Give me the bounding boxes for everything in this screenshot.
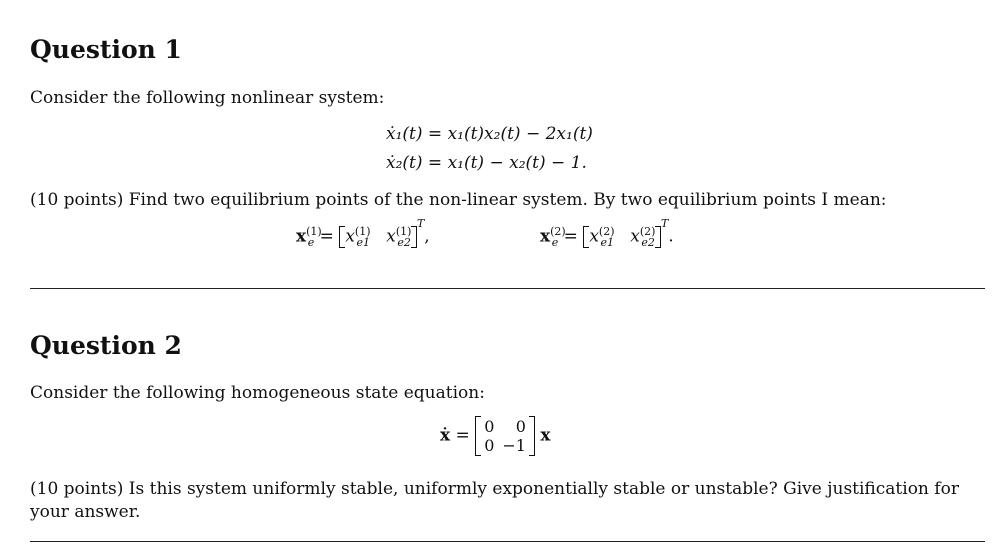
eqpt1-superscript: (1) xyxy=(306,225,322,238)
eqpt2-entry-1-sub: e1 xyxy=(600,236,615,250)
eqpt2-superscript: (2) xyxy=(550,225,566,238)
question-1-heading: Question 1 xyxy=(30,35,182,64)
eqpt1-trailing-punct: , xyxy=(424,226,430,247)
equilibrium-point-1: $x^{(1)}_e = x^{(1)}_{e1}$ $x^{(1)}_{e2}^T$, xyxy=(296,217,430,250)
system-matrix xyxy=(475,416,535,456)
eqpt1-entry-1: x xyxy=(345,226,355,247)
system-equation-1: ẋ₁(t) = x₁(t)x₂(t) − 2x₁(t) xyxy=(386,124,593,144)
question-2-task: (10 points) Is this system uniformly stable, uniformly exponentially stable or unstable? Give justification for your answer. xyxy=(30,479,959,522)
question-2-intro: Consider the following homogeneous state equation: xyxy=(30,383,485,403)
eqpt1-entry-1-sub: e1 xyxy=(356,236,371,250)
eqpt1-entry-2-sup: (1) xyxy=(395,225,412,239)
state-vector-symbol: x xyxy=(540,425,551,446)
equation-2-lhs: ẋ₂(t) xyxy=(386,153,423,173)
eqpt1-subscript: e xyxy=(307,236,315,250)
question-2-heading: Question 2 xyxy=(30,331,182,360)
equilibrium-point-2: $x^{(2)}_e = x^{(2)}_{e1}$ $x^{(2)}_{e2}^T$. xyxy=(540,217,674,250)
system-equation-2: ẋ₂(t) = x₁(t) − x₂(t) − 1. xyxy=(386,153,587,173)
eqpt1-entry-2: x xyxy=(386,226,396,247)
eqpt2-entry-1-sup: (2) xyxy=(598,225,615,239)
equation-2-rhs: x₁(t) − x₂(t) − 1. xyxy=(447,153,587,173)
section-divider-2 xyxy=(30,541,985,542)
eqpt2-entry-2-sup: (2) xyxy=(639,225,656,239)
equation-1-lhs: ẋ₁(t) xyxy=(386,124,423,144)
state-equation-equals: = xyxy=(455,425,470,446)
matrix-entry-22: −1 xyxy=(502,436,526,456)
question-1-intro: Consider the following nonlinear system: xyxy=(30,88,385,108)
eqpt2-entry-2: x xyxy=(630,226,640,247)
state-equation xyxy=(440,416,551,456)
eqpt1-entry-1-sup: (1) xyxy=(354,225,371,239)
eqpt1-transpose: T xyxy=(416,217,425,230)
eqpt2-row-vector xyxy=(583,226,661,248)
question-1-task: (10 points) Find two equilibrium points of the non-linear system. By two equilibrium points I mean: xyxy=(30,190,887,210)
eqpt2-subscript: e xyxy=(551,236,559,250)
section-divider-1 xyxy=(30,288,985,289)
eqpt2-trailing-punct: . xyxy=(668,226,674,247)
equation-1-rhs: x₁(t)x₂(t) − 2x₁(t) xyxy=(447,124,593,144)
eqpt1-row-vector xyxy=(339,226,417,248)
eqpt2-vector-symbol: x xyxy=(540,226,551,247)
state-derivative-symbol: ẋ xyxy=(440,425,451,446)
eqpt1-entry-2-sub: e2 xyxy=(397,236,411,250)
eqpt1-vector-symbol: x xyxy=(296,226,307,247)
eqpt2-entry-2-sub: e2 xyxy=(641,236,655,250)
matrix-entry-12: 0 xyxy=(515,417,526,436)
eqpt2-entry-1: x xyxy=(589,226,599,247)
eqpt2-transpose: T xyxy=(660,217,669,230)
matrix-entry-11: 0 xyxy=(484,417,495,436)
matrix-entry-21: 0 xyxy=(484,436,495,456)
